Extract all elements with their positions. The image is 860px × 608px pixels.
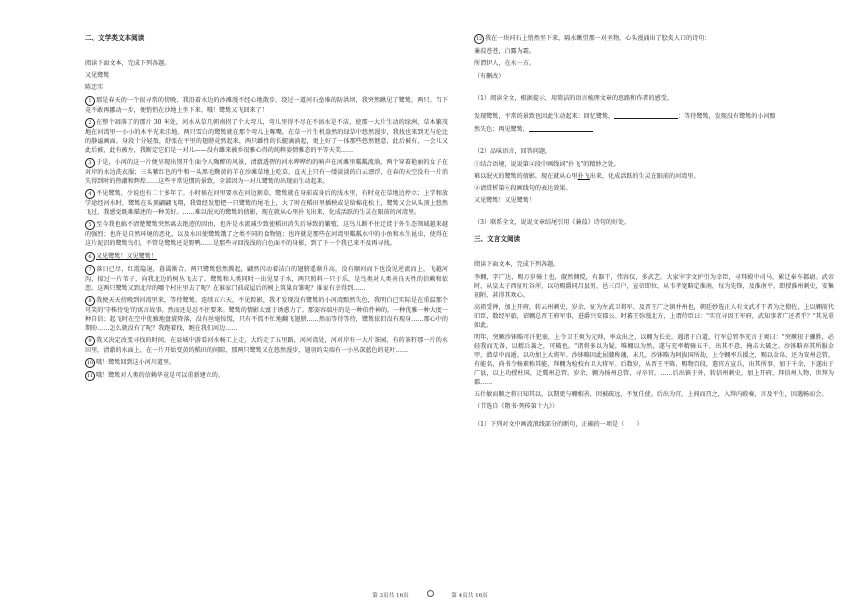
paragraph-number: 1: [85, 96, 95, 106]
paragraph-text: 所谓伊人，在水一方。: [474, 60, 535, 68]
question-3-label: （3）联系全文，说说文章结尾引用《蒹葭》诗句的好处。: [474, 219, 631, 227]
left-page-number: 第 3页共 16页: [372, 593, 409, 599]
paragraph-text: 落日已尽，红霞隐退，暮霭渐合。两只鹭鸶悠然腾起，翩然闪动着洁白的翅膀遥渐升高，没有顺河而下也没见逆流而上，飞越河沟，掠过一片苇子，向我北边的树丛飞去了。鹭鸶和人类同时一出见显于水，两只照料一只于乐，是鸟类对人类善良天性的信赖和依恋。这两只鹭鸶又到北岸的哪个村庄里去了呢？在谁家门前或屋后的树上筑巢育雏呢？谁家有幸得到……: [85, 265, 448, 292]
article-paragraph: [474, 72, 834, 81]
paragraph-text: 至今我也搞不清楚鹭鸶突然离去绝迹的因由，也许是水流减少致使稻田消失后导致的繁殖，这鸟儿断不住迁徙于外生态领域越来越的强烈；也许是自然环境的恶化，以及水田使鹭鸶饿了之类不同的食物链；也许就是那些在河湾里粼粼水中的小鱼和水生昆虫，使得在这片泥沼的鹭鸶鸟们，不管是鹭鸶还是野鸭……是那些寻回浅浅的白色面不的身影，到了下一个我已来不及再寻找。: [85, 221, 448, 248]
classical-paragraph: 五什敏而顺之将日知其以，以期更与翱相善，因被疏远，不复任使。后出为宜，上间而召之，入拜内殿奏，言及平生，因遇畅而会。: [474, 391, 828, 399]
section-title-classical: 三、文言文阅读: [474, 235, 521, 244]
classical-instruction: 阅读下面文本，完成下列各题。: [474, 261, 560, 269]
paragraph-text: 又见鹭鸶！又见鹭鸶！: [96, 252, 157, 260]
paragraph-text: 蒹葭苍苍，白露为霜。: [474, 48, 535, 56]
paragraph-number: 9: [85, 336, 95, 346]
article-paragraph: [85, 296, 448, 333]
article-paragraph: [85, 252, 448, 262]
paragraph-number: 5: [85, 220, 95, 230]
paragraph-text: 我又决定改变寻找的时间，在县城中游看河水畅工上走，大约走了五里路，河河湾处，河对岸有一大片茶园，有的茶籽那一片的水田里，清澈的水面上，在一片开始变黄的稻田的间隙，那两只鹭鸶又在悠然漫步，翅羽的尖端有一小丛深蓝色的花叶……: [85, 337, 448, 355]
paragraph-text: 哦！鹭鸶对人类的信赖毕竟是可以重新建立的。: [96, 372, 224, 380]
article-paragraphs: [85, 96, 448, 382]
classical-paragraph: 明年，突厥沙钵略可汗犯塞，上令卫王爽为元帅，率众出之，以翱为长史。遇诸于白道，行军总管李充言于爽曰："突厥狃于骤胜，必轻我而无备，以精兵袭之，可破也。"诸将多以为疑，唯翱以为然，遂与充率精骑五千，出其不意，掩击大破之。沙钵略弃其所服金甲，潜草中而遁。以功加上大将军。沙钵略因此屈膝称藩，未几，沙钵略为阿拔国所劫，上令翱率兵援之，赐以金帛，还为安州总管，有能名，尚书令杨素称其能，拜翱为检校右卫大将军。后数岁，从晋王平陈，赐物百段，遣官方宣兵，出其所事，加于千余，下遂出于广县，以上功授柱国，迁冀州总管。岁余，翱为扬州总管，寻卒官。……后出镇于外，转信州刺史，加上开府，拜信州人物，世拜为郡……: [474, 334, 834, 386]
question-1-text-a: 发现鹭鸶，平常的景致也因此生动起来：回忆鹭鸶，: [474, 112, 615, 120]
left-column: [85, 34, 448, 385]
paragraph-number: 7: [85, 265, 95, 275]
question-1-line-2: [474, 124, 834, 134]
question-1-text-b: ：等待鹭鸶，发现没有鹭鸶的小河黯: [678, 112, 776, 120]
paragraph-text: 不见鹭鸶，少说也有二十多年了。小时候在河里要水在河边割草，鹭鸶就在身前或身后的浅水里，有时竟在草地边停立；上学和放学途经河水时，鹭鸶在头顶翩翩飞翔，我曾经发想把一只鹭鸶的尾毛上，大了时在稻田里插秧或是给棉花松土，鹭鸶又会从头顶上悠然飞过，我感觉既难描述的一种美好。……难以泯灭的鹭鸶的倩影，现在就从心里扑飞出来，化成活跃的生灵在眼前的河湾里。: [85, 190, 448, 217]
question-2-a-quote: [474, 172, 834, 181]
paragraph-number: 2: [85, 118, 95, 128]
quote-underlined-word: 扑飞: [577, 172, 590, 180]
section-title-literary: 二、文学类文本阅读: [85, 34, 145, 42]
paragraph-number: 12: [475, 36, 483, 42]
article-paragraph: [85, 220, 448, 248]
classical-source: （节选自《隋书·列传第十九》）: [474, 403, 559, 411]
article-paragraph: [85, 96, 448, 115]
binding-hole-icon: [427, 590, 434, 597]
instruction: 阅读下面文本，完成下列各题。: [85, 60, 171, 67]
article-paragraph: [474, 47, 834, 56]
question-1-label: （1）阅读全文，根据提示，用简洁的语言梳理文章的思路和作者的感受。: [474, 94, 673, 102]
paragraph-number: 3: [85, 158, 95, 168]
question-1-text-c: 然失色；再见鹭鸶，: [474, 126, 529, 134]
paragraph-number: 8: [85, 296, 95, 306]
article-paragraph: [85, 371, 448, 381]
article-author: 陈忠实: [85, 84, 104, 92]
quote-post: 出来，化成活跃的生灵在眼前的河湾里。: [589, 172, 700, 180]
paragraph-text: 我便天天傍晚到河湾里来，等待鹭鸶。连续五六天，不见踪影，我才发现没有鹭鸶的小河湾黯然失色，我明白已实际是在重温那个可笑的'守株待兔'的寓言故事。然而还是忍不住要来。鹭鸶的情影太富于诱惑力了。那姿容端庄的是一种伯件神的，一种优雅一种大度一种自信；起飞时在空中优雅地盘旋降落，没有丝毫惊慌，只有不慌不忙地翻飞翅膀……然而等待等待，鹭鸶依旧没有现身……那心中的期盼……怎么就没有了呢？我跑着找，跑在我们河边……: [85, 296, 448, 332]
right-page-number: 第 4页共 16页: [451, 593, 488, 599]
paragraph-text: （有删改）: [474, 72, 505, 80]
paragraph-number: 6: [85, 252, 95, 262]
paragraph-text: 那是春天的一个很寻常的傍晚，我沿着水边的沙滩漫不经心地散步。绕过一道河石垒堆的防洪坝，我突然瞅见了鹭鸶，两只。当下竟不敢再挪动一步，便悄悄在沙地上坐下来。哦！鹭鸶又飞回来了！: [85, 96, 448, 114]
article-paragraph: [85, 189, 448, 217]
question-4-label: （1）下列对文中画波浪线部分的断句，正确的一项是（ ）: [474, 420, 643, 428]
page-footer: [0, 590, 860, 599]
question-2-label: （2）品味语言，回答问题。: [474, 148, 552, 156]
classical-text: [474, 273, 834, 400]
article-paragraph: [474, 34, 834, 44]
question-1-line-1: [474, 111, 834, 121]
paragraph-text: 我在一块河石上悄然坐下来，隔水瞅望那一对圣物，心头漫涌出了脍炙人口的诗句：: [485, 35, 711, 42]
article-title: 又见鹭鸶: [85, 72, 110, 80]
article-paragraph: [85, 158, 448, 186]
article-paragraph: [474, 59, 834, 68]
article-ending: [474, 34, 834, 81]
article-paragraph: [85, 336, 448, 355]
quote-pre: 难以泯灭的鹭鸶的倩影，现在就从心里: [474, 172, 578, 180]
right-column: [474, 34, 834, 432]
classical-paragraph: 高祖受禅，加上开府，转云州刺史，岁余，征为左武卫将军。及晋王广之镇并州也，朝廷妙选正人有文武才干者为之僚佐，上以翱前代旧臣，数经军旅，诏翱总晋王府军事，进爵兴安郡公。时蕃王弥漫北方，上谓侍臣曰："实宜寻因王军府，武知事者广还者乎？"其见重如此。: [474, 303, 834, 329]
article-paragraph: [85, 118, 448, 155]
question-2-b-quote: 又见鹭鸶！又见鹭鸶！: [474, 197, 535, 205]
classical-paragraph: 李翱，字广达，赐万岁骑士也，俶然倜傥，有器干，伟容仪，多武艺。大家宰字文护引为幸臣，寻拜殿中司马，累迁奉车都尉。武帝时，从皇太子西征吐谷浑，以功赐爵同昌县男，邑三百户，宣帝即位，从韦孝宽略定淮南，每为先锋，及淮南平，即授淮州刺史，安集初附，甚得其欢心。: [474, 273, 834, 299]
answer-blank-2[interactable]: [529, 124, 593, 132]
article-paragraph: [85, 265, 448, 293]
article-paragraph: [85, 358, 448, 368]
paragraph-text: 于是，小河的这一片便呈现出别开生面令人陶醉的风景，清澈透碧的河水哗哗约的响声在河滩里粼粼流淌，两个穿着艳丽的女子在对岸的水边洗衣服；三头紫红色的牛和一头黑毛黝黄的羊在沙滩草地上吃草，直天上只有一缕淡淡的白云漂浮，在春的天空没有一片消失得到时的热潮和辉煌……这些平常见惯的景致，全部因为一对儿鹭鸶的出现而生动起来。: [85, 158, 448, 185]
question-2-a: ①结合语境，说说第④段中画线词"扑飞"的精妙之处。: [474, 160, 620, 168]
answer-blank-1[interactable]: [614, 111, 678, 119]
question-2-b: ②请赏析第⑥段画线句的表达效果。: [474, 184, 572, 192]
paragraph-number: 11: [86, 373, 94, 380]
paragraph-number: 10: [86, 360, 94, 367]
paragraph-number: 4: [85, 189, 95, 199]
paragraph-text: 哦！鹭鸶回到这小河川道里。: [96, 359, 176, 367]
paragraph-text: 在整个凋落了的那片 30 米处，河水从草几朝南拐了个大弯儿，弯儿里得不尽在不溶水是不洁，使那一大片生动的绿洲，草木繁茂地在河湾里一小小的木平光来洼地。两只雪白的鹭鸶就在那个弯儿上啄嘴，在草一片生机盎然的绿草中悠然漫步，我找也来到无与伦比的静谧画面。身段十分轻盈，舒张在平里的翅膀竟然起来，两只雌性的长腿滴淌起，更上好了一体那些悠然惬意，此后被有，一会儿又此后被，此有被左，我断定它们是一对儿——没有雌来被乡很雅心得的纯粹姿情雅态的平等天美……: [85, 118, 448, 154]
